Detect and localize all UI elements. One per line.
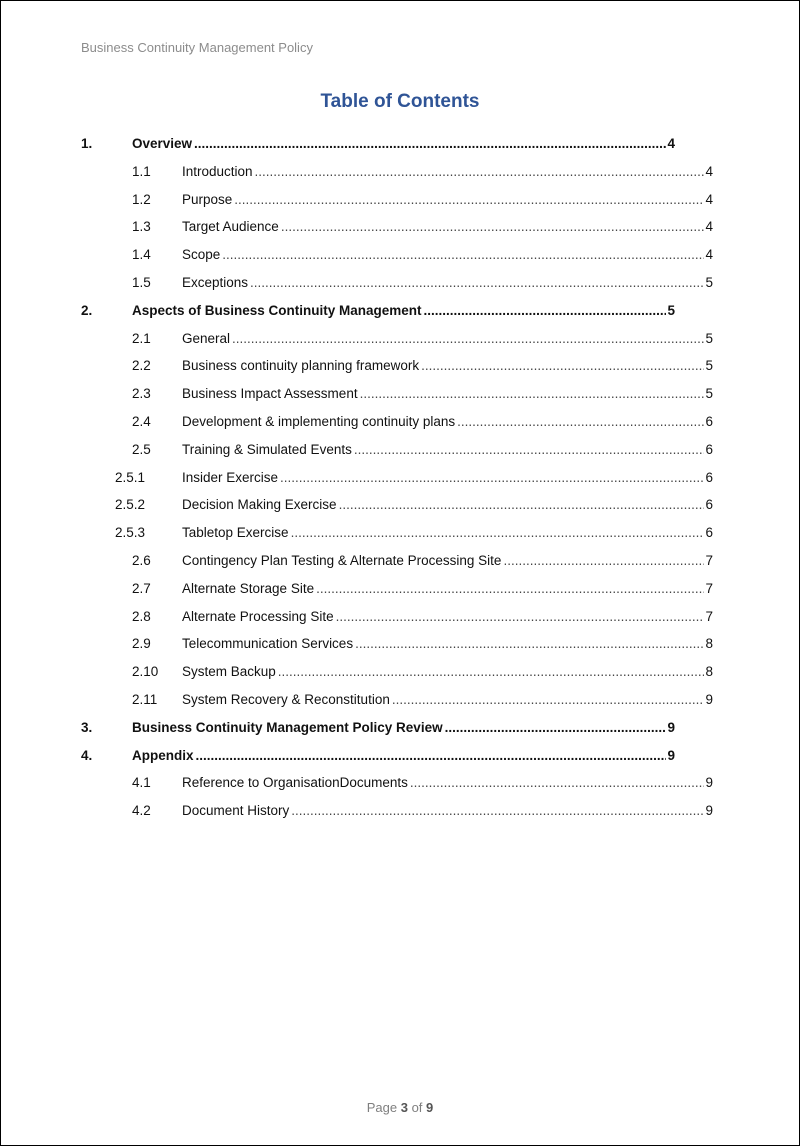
toc-dot-leader	[424, 297, 667, 325]
toc-entry-title: Scope	[182, 247, 221, 263]
toc-entry-page-number: 6	[705, 441, 713, 457]
toc-entry-title: General	[182, 330, 231, 346]
toc-entry-number: 1.	[81, 136, 93, 151]
toc-entry[interactable]	[1, 686, 799, 714]
toc-entry-number: 4.1	[132, 775, 151, 791]
toc-entry-title: Contingency Plan Testing & Alternate Processing Site	[182, 552, 502, 568]
toc-entry[interactable]	[1, 297, 799, 325]
toc-dot-leader	[232, 325, 704, 353]
toc-entry-line	[182, 658, 713, 686]
toc-entry-page-number: 4	[705, 219, 713, 235]
toc-dot-leader	[196, 742, 667, 770]
toc-entry-number: 2.7	[132, 580, 151, 596]
toc-entry-title: Aspects of Business Continuity Management	[132, 302, 422, 318]
toc-entry-number: 2.5.1	[115, 469, 146, 485]
toc-dot-leader	[278, 658, 705, 686]
footer-page-label: Page	[366, 1100, 398, 1115]
toc-entry[interactable]	[1, 769, 799, 797]
toc-entry[interactable]	[1, 325, 799, 353]
toc-entry[interactable]	[1, 464, 799, 492]
toc-entry-number: 2.11	[132, 691, 158, 707]
toc-entry-number: 2.2	[132, 358, 151, 374]
toc-entry-number: 2.	[81, 302, 93, 318]
toc-entry[interactable]	[1, 519, 799, 547]
toc-entry-line	[182, 158, 713, 186]
toc-entry-number: 4.	[81, 747, 93, 763]
toc-entry-page-number: 4	[667, 136, 675, 151]
toc-dot-leader	[222, 241, 704, 269]
toc-entry-page-number: 7	[705, 580, 713, 596]
toc-dot-leader	[291, 519, 705, 547]
toc-entry-line	[182, 575, 713, 603]
toc-entry-title: Purpose	[182, 191, 233, 207]
toc-entry[interactable]	[1, 380, 799, 408]
toc-entry-number: 2.10	[132, 664, 159, 680]
toc-entry-line	[182, 325, 713, 353]
toc-entry-page-number: 7	[705, 608, 713, 624]
toc-dot-leader	[503, 547, 704, 575]
toc-dot-leader	[354, 436, 705, 464]
toc-entry-line	[182, 464, 713, 492]
toc-entry-page-number: 9	[705, 803, 713, 819]
toc-entry-page-number: 6	[705, 525, 713, 541]
toc-entry-number: 2.9	[132, 636, 151, 652]
toc-entry[interactable]	[1, 408, 799, 436]
toc-entry-line	[182, 186, 713, 214]
toc-entry[interactable]	[1, 714, 799, 742]
toc-dot-leader	[457, 408, 704, 436]
toc-entry-line	[132, 130, 675, 158]
toc-dot-leader	[250, 269, 704, 297]
toc-entry-line	[132, 714, 675, 742]
toc-entry[interactable]	[1, 658, 799, 686]
toc-entry[interactable]	[1, 158, 799, 186]
toc-entry-title: Business Continuity Management Policy Review	[132, 719, 443, 735]
toc-entry[interactable]	[1, 213, 799, 241]
toc-entry-title: Insider Exercise	[182, 469, 279, 485]
toc-entry-number: 2.6	[132, 552, 151, 568]
toc-entry-line	[182, 352, 713, 380]
toc-entry-page-number: 8	[705, 664, 713, 680]
toc-entry[interactable]	[1, 269, 799, 297]
toc-entry-line	[182, 797, 713, 825]
toc-entry[interactable]	[1, 547, 799, 575]
toc-entry-page-number: 6	[705, 497, 713, 513]
toc-entry-line	[182, 491, 713, 519]
toc-entry-line	[182, 686, 713, 714]
toc-entry[interactable]	[1, 241, 799, 269]
toc-dot-leader	[445, 714, 667, 742]
toc-dot-leader	[234, 186, 704, 214]
toc-entry-line	[182, 213, 713, 241]
toc-heading: Table of Contents	[320, 91, 480, 112]
toc-entry-page-number: 6	[705, 469, 713, 485]
footer-separator: of	[411, 1100, 423, 1115]
toc-entry-title: Reference to OrganisationDocuments	[182, 775, 408, 791]
toc-entry-line	[132, 297, 675, 325]
toc-dot-leader	[392, 686, 705, 714]
toc-entry[interactable]	[1, 186, 799, 214]
toc-entry-page-number: 4	[705, 191, 713, 207]
toc-entry[interactable]	[1, 491, 799, 519]
toc-entry[interactable]	[1, 436, 799, 464]
toc-entry-page-number: 9	[667, 747, 675, 763]
toc-entry-page-number: 7	[705, 552, 713, 568]
toc-entry-page-number: 9	[667, 719, 675, 735]
toc-entry-line	[182, 436, 713, 464]
toc-dot-leader	[291, 797, 704, 825]
toc-entry-title: Training & Simulated Events	[182, 441, 352, 457]
toc-dot-leader	[281, 213, 705, 241]
footer-current-page: 3	[400, 1100, 408, 1115]
toc-entry-number: 1.1	[132, 163, 151, 179]
toc-entry-line	[182, 241, 713, 269]
toc-dot-leader	[336, 603, 705, 631]
toc-entry-title: Business Impact Assessment	[182, 386, 358, 402]
toc-entry-title: Alternate Processing Site	[182, 608, 334, 624]
toc-dot-leader	[421, 352, 704, 380]
toc-entry-page-number: 5	[667, 302, 675, 318]
toc-entry-line	[182, 769, 713, 797]
toc-entry-number: 2.1	[132, 330, 151, 346]
table-of-contents	[1, 130, 799, 825]
page-footer	[1, 1100, 799, 1115]
footer-total-pages: 9	[426, 1100, 434, 1115]
toc-entry-number: 1.3	[132, 219, 151, 235]
toc-entry-title: Appendix	[132, 747, 194, 763]
toc-entry-line	[182, 547, 713, 575]
toc-entry-title: Alternate Storage Site	[182, 580, 315, 596]
toc-entry-line	[182, 408, 713, 436]
toc-entry-page-number: 5	[705, 386, 713, 402]
toc-entry-title: Development & implementing continuity plans	[182, 413, 456, 429]
toc-dot-leader	[355, 630, 704, 658]
toc-entry-title: Decision Making Exercise	[182, 497, 337, 513]
toc-entry-page-number: 5	[705, 358, 713, 374]
toc-entry[interactable]	[1, 575, 799, 603]
toc-entry[interactable]	[1, 603, 799, 631]
toc-entry-title: System Backup	[182, 664, 276, 680]
toc-entry-page-number: 5	[705, 330, 713, 346]
toc-entry-number: 4.2	[132, 803, 151, 819]
toc-entry[interactable]	[1, 742, 799, 770]
toc-entry[interactable]	[1, 797, 799, 825]
toc-entry-number: 2.3	[132, 386, 151, 402]
toc-dot-leader	[339, 491, 705, 519]
running-header: Business Continuity Management Policy	[81, 40, 313, 55]
toc-entry-line	[182, 519, 713, 547]
toc-dot-leader	[280, 464, 704, 492]
toc-entry[interactable]	[1, 130, 799, 158]
toc-entry-number: 2.5	[132, 441, 151, 457]
toc-entry-title: Target Audience	[182, 219, 279, 235]
toc-entry-number: 2.4	[132, 413, 151, 429]
toc-entry-number: 1.2	[132, 191, 151, 207]
toc-entry-line	[182, 380, 713, 408]
toc-dot-leader	[316, 575, 704, 603]
toc-entry-title: Business continuity planning framework	[182, 358, 420, 374]
toc-dot-leader	[360, 380, 705, 408]
toc-entry-line	[182, 630, 713, 658]
toc-entry-line	[182, 603, 713, 631]
toc-entry-page-number: 6	[705, 413, 713, 429]
toc-entry-page-number: 9	[705, 691, 713, 707]
toc-entry-page-number: 5	[705, 274, 713, 290]
toc-entry-page-number: 9	[705, 775, 713, 791]
toc-dot-leader	[255, 158, 705, 186]
toc-dot-leader	[410, 769, 705, 797]
toc-entry-line	[182, 269, 713, 297]
toc-entry-title: System Recovery & Reconstitution	[182, 691, 390, 707]
toc-entry-title: Tabletop Exercise	[182, 525, 289, 541]
toc-entry-title: Introduction	[182, 163, 253, 179]
toc-entry-number: 2.5.3	[115, 525, 146, 541]
toc-entry-title: Document History	[182, 803, 290, 819]
toc-entry-page-number: 4	[705, 163, 713, 179]
toc-entry-page-number: 4	[705, 247, 713, 263]
toc-entry-number: 2.8	[132, 608, 151, 624]
toc-entry-title: Overview	[132, 136, 193, 151]
toc-entry-page-number: 8	[705, 636, 713, 652]
toc-entry[interactable]	[1, 352, 799, 380]
toc-entry-number: 1.5	[132, 274, 151, 290]
toc-entry-title: Exceptions	[182, 274, 249, 290]
toc-entry-line	[132, 742, 675, 770]
toc-entry[interactable]	[1, 630, 799, 658]
toc-entry-number: 2.5.2	[115, 497, 146, 513]
toc-entry-number: 3.	[81, 719, 93, 735]
toc-entry-title: Telecommunication Services	[182, 636, 354, 652]
toc-dot-leader	[194, 130, 666, 158]
toc-entry-number: 1.4	[132, 247, 151, 263]
